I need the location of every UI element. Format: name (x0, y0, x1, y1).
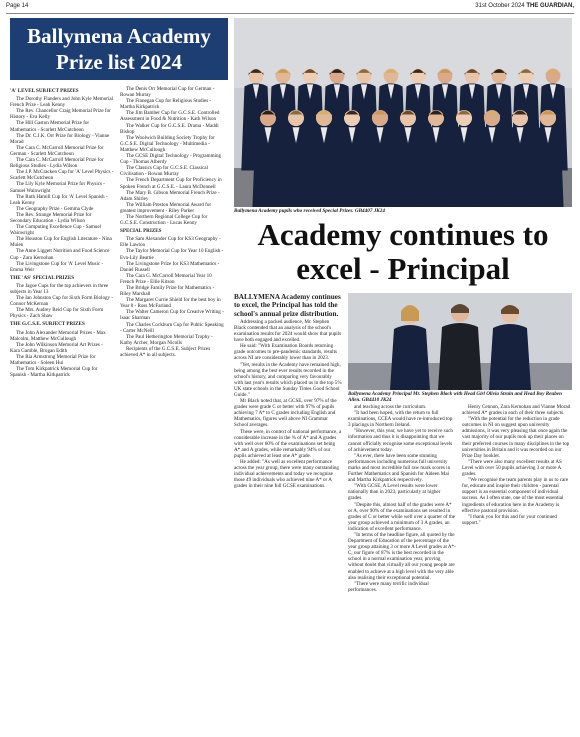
article-kicker: BALLYMENA Academy continues to excel, the Principal has told the school's annual prize distribution. (234, 293, 341, 318)
text-paragraph: The Jagoe Cups for the top achievers in three subjects in Year 13 (10, 282, 109, 295)
text-paragraph: The Mary B. Gibson Memorial French Prize - Adam Shirley (120, 189, 220, 202)
text-paragraph: The Taylor Memorial Cup for Year 10 English - Eva-Lily Beattie (120, 248, 224, 261)
text-paragraph: He added: "As well as excellent performance across the year group, there were many outstanding individual achievements and today we recognise those 49 individuals who achieved nine A* or A grades in their nine full GCSE examinations. (234, 459, 339, 490)
text-paragraph: The Cara C. McCarroll Memorial Prize for Religious Studies - Lydia Wilson (10, 157, 104, 170)
text-paragraph: The Computing Excellence Cup - Samuel Wainwright (10, 224, 102, 237)
article-paragraphs (234, 319, 342, 490)
text-paragraph: The Walter Cameron Cup for Creative Writing - Isaac Sharman (120, 309, 224, 322)
text-paragraph: "However, this year, we have yet to receive such information and thus it is disappointing that we cannot officially recognise some exceptional levels of achievement today. (348, 428, 453, 453)
text-paragraph: "With the potential for the reduction in grade outcomes in NI on suggest upon university admissions, it was very pleasing that once again the vast majority of our pupils took up their places on their preferred courses in many disciplines in the top universities in Britain and it was recorded on our Prize Day booklet. (462, 416, 570, 459)
text-paragraph: The Finnegan Cup for Religious Studies - Martha Kirkpatrick (120, 98, 212, 111)
text-paragraph: The Cara G. McCarroll Memorial Year 10 French Prize - Ellie Kitson (120, 272, 212, 285)
text-paragraph: The Denis Orr Memorial Cup for German - Rowan Murray (120, 86, 215, 99)
text-paragraph: "We recognise the team parents play in us to care for, educate and inspire their children - parental support is an essential component of individual success. As I often state, one of the most essential ingredients of education here in the Academy is effective pastoral provision. (462, 477, 569, 514)
text-paragraph: "As ever, there have been some stunning performances including numerous full university marks and most incredible full raw mark scores in Further Mathematics and Spanish for Aideen Mai and Martha Kirkpatrick respectively. (348, 452, 451, 484)
issue-date: 31st October 2024 (475, 3, 525, 9)
text-paragraph: The Tom Kirkpatrick Memorial Cup for Spanish - Martha Kirkpatrick (10, 366, 98, 379)
publication-name: THE GUARDIAN, (526, 3, 574, 9)
text-paragraph: The Ria Armstrong Memorial Prize for Mathematics - Soleen Hui (10, 353, 96, 367)
text-paragraph: The Hill Gaston Memorial Prize for Mathematics - Scarlett McCutcheon (10, 120, 90, 133)
text-paragraph: The GCSE Digital Technology - Programming Cup - Thomas Alberdy (120, 153, 222, 166)
prize-items (120, 86, 226, 226)
text-paragraph: These were, in context of national performance, a considerable increase in the % of A* and A grades with well over 60% of the examinations set being A* and A grades, while remarkably 94% of our pupils achieved at least one A* grade. (234, 428, 342, 459)
text-paragraph: "There were many terrific individual performances. (348, 580, 429, 593)
text-paragraph: The Walker Cup for G.C.S.E. Drama - Maddi Bishop (120, 122, 219, 135)
text-paragraph: The Livingstone Cup for 'A' Level Music - Emma Weir (10, 260, 104, 273)
article-column-2 (348, 404, 456, 733)
text-paragraph: The J.P. McCracken Cup for 'A' Level Physics - Scarlett McCutcheon (10, 169, 114, 182)
text-paragraph: The Sam Alexander Cup for KS3 Geography - Elle Lawton (120, 236, 221, 249)
page-header (6, 3, 574, 13)
prize-items (10, 330, 114, 379)
text-paragraph: The Lily Kyle Memorial Prize for Physics - Samuel Wainwright (10, 181, 105, 194)
section-heading: SPECIAL PRIZES (120, 228, 162, 235)
page-number: Page 14 (6, 3, 29, 9)
issue-date-publication (475, 3, 574, 9)
prize-list-banner (10, 18, 228, 80)
text-paragraph: The John Wilkinson Memorial Art Prizes - Kara Gamble, Brogan Edith (10, 341, 103, 354)
text-paragraph: Mr Black noted that, at GCSE, over 97% of the grades were grade C or better with 97% of pupils achieving 7 A* to C grades including English and Mathematics, figures well above NI Grammar School averages. (234, 398, 337, 429)
text-paragraph: The Margaret Currie Shield for the best boy in Year 8 - Ross McFarland (120, 297, 221, 310)
section-heading: 'A' LEVEL SUBJECT PRIZES (10, 88, 79, 94)
article-column-3 (462, 404, 572, 733)
text-paragraph: The Northern Regional College Cup for G.C.S.E. Construction - Lucas Kenny (120, 213, 208, 227)
prize-list-title-line2: Prize list 2024 (56, 50, 182, 74)
text-paragraph: "It had been hoped, with the return to full examinations, CCEA would have re-introduced top 3 placings in Northern Ireland. (348, 410, 453, 429)
text-paragraph: "I thank you for this and for your continued support." (462, 513, 557, 526)
text-paragraph: "In terms of the headline figure, all quoted by the Department of Education of the percentage of the year group attaining 3 or more A Level grades at A*-C, our figure of 87% is the best recorded in the school in a normal examination year, proving without doubt that virtually all our young people are enabled to achieve at a high level with the very able also realising their exceptional potential. (348, 531, 456, 581)
prize-items (120, 236, 226, 346)
section-heading: THE G.C.S.E. SUBJECT PRIZES (10, 321, 85, 328)
text-paragraph: The French Department Cup for Proficiency in Spoken French at G.C.S.E. - Laura McDonnell (120, 177, 222, 190)
group-photo-image (234, 18, 572, 207)
text-paragraph: The Ian Johnston Cup for Sixth Form Biology - Connor McKernan (10, 295, 114, 308)
text-paragraph: and teaching across the curriculum. (354, 404, 427, 410)
text-paragraph: The Geography Prize - Gemma Clyde (16, 205, 94, 212)
text-paragraph: The Houston Cup for English Literature - Nina Mulen (10, 236, 112, 249)
section-heading: THE 'AS' SPECIAL PRIZES (10, 274, 75, 281)
text-paragraph: The Jim Bamber Cup for G.C.S.E. Controlled Assessment in Food & Nutrition - Kath Wilson (120, 110, 220, 123)
text-paragraph: The Anne Liggett Nutrition and Food Science Cup - Zara Kernohan (10, 248, 110, 261)
text-paragraph: Henry Cennon, Zara Kernohan and Vianne Morad achieved A* grades in each of their three subjects. (462, 404, 571, 417)
prize-list-title-line1: Ballymena Academy (27, 24, 211, 48)
text-paragraph: The Dr. C.J.K. Orr Prize for Biology - Vianne Morad (10, 132, 110, 145)
text-paragraph: "Despite this, almost half of the grades were A* or A, over 90% of the examinations set resulted in grades of C or better while well over a quarter of the year group achieved a minimum of 3 A grades, an indication of excellent performance. (348, 501, 456, 532)
text-paragraph: The Mrs. Audrey Reid Cup for Sixth Form Physics - Zach Shaw (10, 307, 104, 320)
text-paragraph: The Rev. Chancellor Craig Memorial Prize for History - Eva Kelly (10, 108, 111, 121)
text-paragraph: He said: "With Examination Boards returning grade outcomes to pre-pandemic standards, results across NI are considerably lower than in 2023. (234, 343, 337, 362)
principal-photo-caption: Ballymena Academy Principal Mr. Stephen Black with Head Girl Olivia Strain and Head Boy Reuben Allen. GB4410 JK24 (348, 391, 562, 403)
text-paragraph: The Bridge Family Prize for Mathematics - Riley Marshall (120, 285, 215, 298)
article-paragraphs (348, 404, 456, 593)
text-paragraph: The Charles Cockburn Cup for Public Speaking - Carter McNeill (120, 321, 224, 334)
principal-photo (348, 293, 572, 390)
text-paragraph: "There were also many excellent results at AS Level with over 50 pupils achieving 3 or more A grades. (462, 458, 562, 478)
text-paragraph: The John Alexander Memorial Prizes - Max Malcolm, Matthew McCullough (10, 329, 106, 342)
principal-photo-image (348, 293, 572, 390)
text-paragraph: The Woolwich Building Society Trophy for G.C.S.E. Digital Technology - Multimedia - Matthew McCullough (120, 134, 215, 153)
prize-items (10, 283, 114, 320)
article-paragraphs (462, 404, 572, 526)
text-paragraph: Addressing a packed audience, Mr. Stephen Black contended that an analysis of the school's examination results for 2024 would show that pupils have both engaged and excelled. (234, 318, 342, 344)
text-paragraph: "Yet, results in the Academy have remained high, being among the best ever results recorded in the school's history, and comparing very favourably with last year's results which placed us in the top 5% UK state schools in the Sunday Times Good School Guide." (234, 361, 342, 399)
article-headline: Academy continues to excel - Principal (257, 217, 549, 286)
group-photo (234, 18, 572, 207)
text-paragraph: The Ruth Hamill Cup for 'A' Level Spanish - Leah Kenny (10, 193, 108, 206)
text-paragraph: The Livingstone Prize for KS3 Mathematics - Daniel Russell (120, 260, 220, 273)
text-paragraph: "With GCSE, A Level results were lower nationally than in 2023, particularly at higher grades. (348, 483, 441, 502)
article-column-1 (234, 293, 342, 733)
prize-list-column-2 (120, 86, 226, 731)
text-paragraph: The Paul Hetherington Memorial Trophy - Kathy Archer, Morgan Nicolls (120, 333, 213, 346)
text-paragraph: The Rev. Strange Memorial Prize for Secondary Education - Lydia Wilson (10, 211, 92, 224)
prize-items (10, 96, 114, 273)
text-paragraph: The William Preston Memorial Award for greatest improvement - Riley Parker (120, 201, 212, 214)
text-paragraph: The Classics Cup for G.C.S.E. Classical Civilisation - Rowan Murray (120, 165, 208, 178)
prize-list-column-1 (10, 86, 114, 731)
text-paragraph: The Cara C. McCarroll Memorial Prize for German - Scarlett McCutcheon (10, 144, 104, 157)
prize-footnote: Recipients of the G.C.S.E. Subject Prizes achieved A* in all subjects. (120, 345, 211, 359)
group-photo-caption: Ballymena Academy pupils who received Special Prizes. GB4407 JK24 (234, 208, 385, 214)
header-rule (6, 13, 574, 14)
text-paragraph: The Dorothy Flanders and John Kyle Memorial French Prize - Leah Kenny (10, 96, 114, 109)
